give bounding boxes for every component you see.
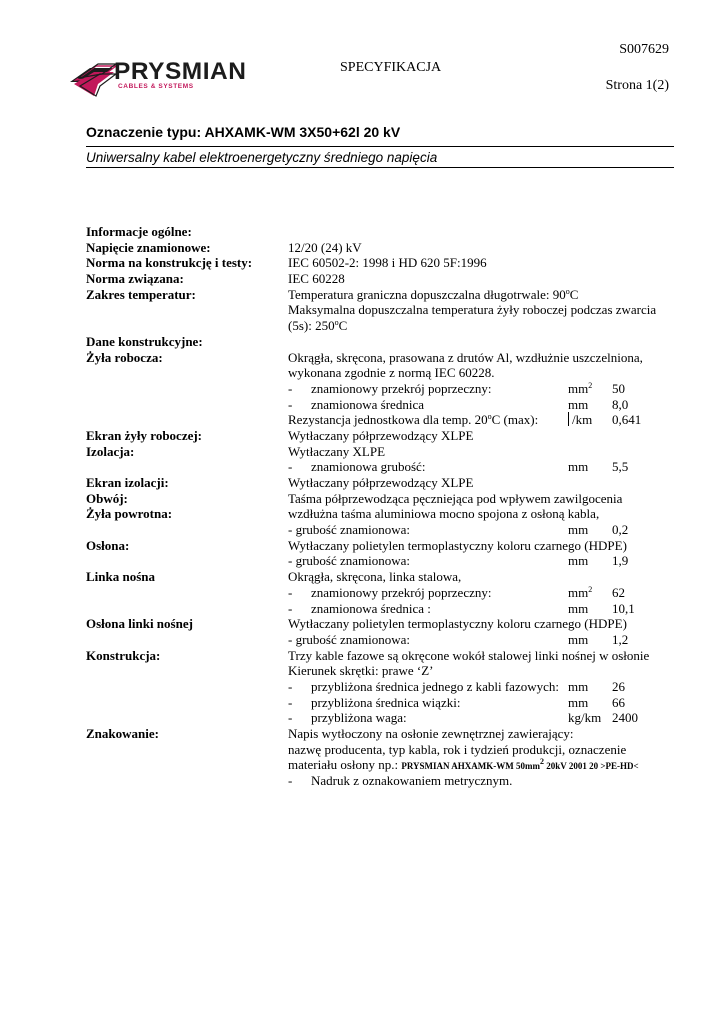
spec-row <box>86 601 676 617</box>
spec-item: Nadruk z oznakowaniem metrycznym. <box>311 773 513 789</box>
spec-row <box>86 397 676 413</box>
spec-row <box>86 663 676 679</box>
spec-value: Okrągła, skręcona, linka stalowa, <box>288 569 462 585</box>
spec-unit: mm <box>568 678 589 694</box>
page-number: Strona 1(2) <box>605 78 669 93</box>
spec-row <box>86 381 676 397</box>
list-dash: - <box>288 380 293 396</box>
section-heading-construction: Dane konstrukcyjne: <box>86 333 203 349</box>
superscript: 2 <box>588 380 593 390</box>
section-heading-general: Informacje ogólne: <box>86 224 192 239</box>
spec-number: 10,1 <box>612 600 635 616</box>
spec-number: 0,641 <box>612 412 642 428</box>
logo-wordmark: PRYSMIAN <box>114 58 247 85</box>
spec-row <box>86 365 676 381</box>
spec-label: Konstrukcja: <box>86 647 161 663</box>
spec-value <box>288 318 347 334</box>
spec-unit <box>568 585 592 601</box>
spec-row <box>86 412 676 428</box>
spec-label: Żyła powrotna: <box>86 506 173 522</box>
unit-text: mm <box>568 584 589 600</box>
prysmian-logo <box>70 60 285 100</box>
spec-row <box>86 742 676 758</box>
spec-text: Rezystancja jednostkowa dla temp. 20 <box>288 412 488 428</box>
spec-text: C (max): <box>491 412 539 428</box>
spec-value: Wytłaczany XLPE <box>288 443 386 459</box>
spec-value: wzdłużna taśma aluminiowa mocno spojona z osłoną kabla, <box>288 506 600 522</box>
spec-item: - grubość znamionowa: <box>288 522 411 538</box>
spec-number: 2400 <box>612 710 638 726</box>
spec-item: przybliżona średnica wiązki: <box>311 694 461 710</box>
spec-value: Napis wytłoczony na osłonie zewnętrznej zawierający: <box>288 726 574 741</box>
spec-value <box>288 412 538 428</box>
spec-item: przybliżona waga: <box>311 710 407 726</box>
unit-text: /km <box>572 412 593 428</box>
list-dash: - <box>288 694 293 710</box>
list-dash: - <box>288 678 293 694</box>
cable-description: Uniwersalny kabel elektroenergetyczny średniego napięcia <box>86 150 438 165</box>
spec-text: Temperatura graniczna dopuszczalna długotrwale: 90 <box>288 286 566 302</box>
spec-unit: mm <box>568 631 589 647</box>
spec-item: znamionowa średnica <box>311 396 424 412</box>
spec-row <box>86 538 676 554</box>
spec-number: 50 <box>612 380 625 396</box>
prysmian-logo-mark-icon <box>70 60 118 100</box>
spec-item: znamionowa średnica : <box>311 600 431 616</box>
type-designation: Oznaczenie typu: AHXAMK-WM 3X50+62l 20 kV <box>86 124 401 140</box>
spec-unit: mm <box>568 459 589 475</box>
list-dash: - <box>288 584 293 600</box>
spec-row <box>86 569 676 585</box>
spec-row <box>86 757 676 773</box>
spec-item: - grubość znamionowa: <box>288 553 411 569</box>
spec-number: 62 <box>612 584 625 600</box>
document-number: S007629 <box>619 42 669 57</box>
spec-row <box>86 491 676 507</box>
spec-number: 8,0 <box>612 396 629 412</box>
spec-row <box>86 522 676 538</box>
unit-text: mm <box>568 380 589 396</box>
spec-row <box>86 553 676 569</box>
spec-row <box>86 271 676 287</box>
spec-label: Norma na konstrukcję i testy: <box>86 255 253 271</box>
spec-item: przybliżona średnica jednego z kabli fazowych: <box>311 678 559 694</box>
list-dash: - <box>288 396 293 412</box>
spec-text: materiału osłony np.: <box>288 757 402 773</box>
document-title: SPECYFIKACJA <box>340 60 442 75</box>
spec-item: znamionowy przekrój poprzeczny: <box>311 584 492 600</box>
spec-row <box>86 459 676 475</box>
spec-row <box>86 255 676 271</box>
spec-row <box>86 695 676 711</box>
spec-label: Obwój: <box>86 490 128 506</box>
spec-label: Osłona: <box>86 537 130 553</box>
spec-row <box>86 632 676 648</box>
spec-unit: mm <box>568 694 589 710</box>
spec-label: Znakowanie: <box>86 726 159 741</box>
spec-value: Maksymalna dopuszczalna temperatura żyły roboczej podczas zwarcia <box>288 302 657 318</box>
spec-value: IEC 60228 <box>288 271 345 287</box>
spec-row <box>86 506 676 522</box>
spec-label: Ekran izolacji: <box>86 475 169 490</box>
spec-unit: mm <box>568 522 589 538</box>
superscript: o <box>334 318 339 328</box>
spec-row <box>86 679 676 695</box>
spec-row <box>86 710 676 726</box>
superscript: 2 <box>540 757 545 767</box>
spec-number: 1,2 <box>612 631 629 647</box>
spec-unit <box>568 412 592 428</box>
list-dash: - <box>288 773 293 789</box>
spec-row <box>86 475 676 491</box>
spec-unit: kg/km <box>568 710 602 726</box>
list-dash: - <box>288 710 293 726</box>
spec-value: Trzy kable fazowe są okręcone wokół stalowej linki nośnej w osłonie <box>288 647 650 663</box>
divider <box>86 167 674 168</box>
spec-unit: mm <box>568 396 589 412</box>
marking-text: 20kV 2001 20 >PE-HD< <box>544 761 639 772</box>
spec-row <box>86 302 676 318</box>
spec-row <box>86 585 676 601</box>
spec-row <box>86 726 676 742</box>
spec-label: Zakres temperatur: <box>86 286 196 302</box>
spec-row <box>86 648 676 664</box>
spec-value: Wytłaczany półprzewodzący XLPE <box>288 427 474 443</box>
spec-value: IEC 60502-2: 1998 i HD 620 5F:1996 <box>288 255 487 271</box>
list-dash: - <box>288 600 293 616</box>
spec-value: wykonana zgodnie z normą IEC 60228. <box>288 365 495 381</box>
spec-number: 0,2 <box>612 522 629 538</box>
spec-label: Osłona linki nośnej <box>86 616 193 632</box>
spec-item: - grubość znamionowa: <box>288 631 411 647</box>
specification-body <box>86 224 676 789</box>
logo-subtext: CABLES & SYSTEMS <box>118 83 194 90</box>
spec-number: 26 <box>612 678 625 694</box>
spec-item: znamionowa grubość: <box>311 459 426 475</box>
marking-text: PRYSMIAN AHXAMK-WM 50mm <box>401 761 541 772</box>
spec-text: C <box>569 286 579 302</box>
spec-value: Wytłaczany polietylen termoplastyczny koloru czarnego (HDPE) <box>288 616 627 632</box>
spec-value: Okrągła, skręcona, prasowana z drutów Al, wzdłużnie uszczelniona, <box>288 349 643 365</box>
spec-value: Taśma półprzewodząca pęczniejąca pod wpływem zawilgocenia <box>288 490 623 506</box>
spec-label: Linka nośna <box>86 569 156 585</box>
spec-value: 12/20 (24) kV <box>288 239 362 255</box>
spec-item: znamionowy przekrój poprzeczny: <box>311 380 492 396</box>
spec-label: Ekran żyły roboczej: <box>86 427 203 443</box>
spec-text: (5s): 250 <box>288 318 335 334</box>
spec-row <box>86 334 676 350</box>
spec-row <box>86 773 676 789</box>
superscript: o <box>487 412 492 422</box>
spec-label: Żyła robocza: <box>86 349 163 365</box>
spec-number: 66 <box>612 694 625 710</box>
spec-row <box>86 224 676 240</box>
spec-label: Napięcie znamionowe: <box>86 239 211 255</box>
superscript: o <box>565 286 570 296</box>
spec-row <box>86 240 676 256</box>
spec-value: nazwę producenta, typ kabla, rok i tydzień produkcji, oznaczenie <box>288 741 627 757</box>
spec-number: 5,5 <box>612 459 629 475</box>
spec-row <box>86 287 676 303</box>
spec-row <box>86 350 676 366</box>
spec-unit: mm <box>568 600 589 616</box>
superscript: 2 <box>588 584 593 594</box>
spec-unit <box>568 381 592 397</box>
spec-row <box>86 428 676 444</box>
spec-value <box>288 287 578 303</box>
spec-text: C <box>338 318 348 334</box>
spec-row <box>86 616 676 632</box>
list-dash: - <box>288 459 293 475</box>
spec-row <box>86 318 676 334</box>
spec-value: Wytłaczany polietylen termoplastyczny koloru czarnego (HDPE) <box>288 537 627 553</box>
spec-row <box>86 444 676 460</box>
spec-unit: mm <box>568 553 589 569</box>
spec-number: 1,9 <box>612 553 629 569</box>
spec-label: Norma związana: <box>86 271 184 287</box>
spec-value: Kierunek skrętki: prawe ‘Z’ <box>288 663 434 679</box>
spec-value: Wytłaczany półprzewodzący XLPE <box>288 475 474 490</box>
divider <box>86 146 674 147</box>
marking-example <box>401 757 639 772</box>
spec-label: Izolacja: <box>86 443 135 459</box>
ohm-symbol-icon <box>568 412 569 426</box>
